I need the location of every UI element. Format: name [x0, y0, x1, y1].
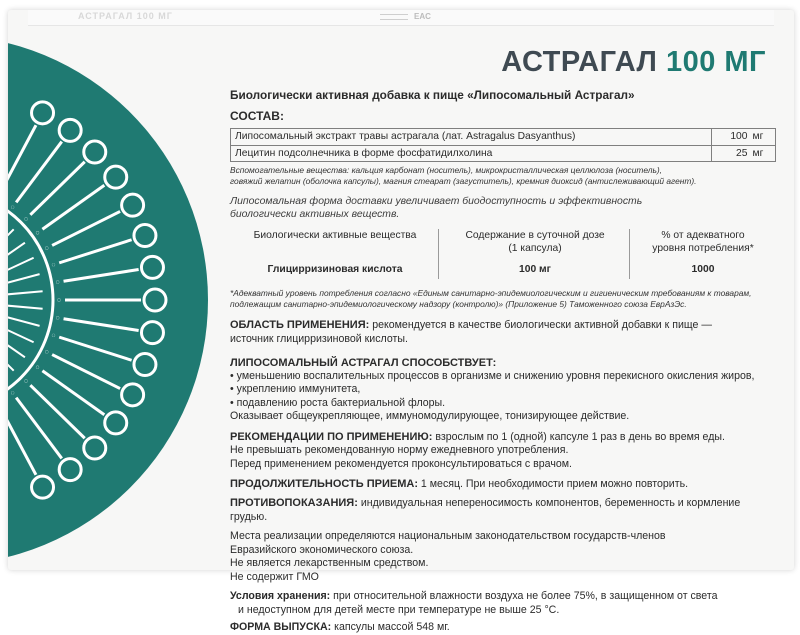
footnote	[230, 288, 780, 310]
composition-amount: 25	[712, 145, 750, 161]
duration-text: 1 месяц. При необходимости прием можно повторить.	[418, 478, 688, 490]
composition-heading: СОСТАВ:	[230, 109, 780, 124]
liposomal-note-line: Липосомальная форма доставки увеличивает биодоступность и эффективность	[230, 195, 780, 208]
auxiliary-line: говяжий желатин (оболочка капсулы), магния стеарат (загуститель), кремния диоксид (антислеживающий агент).	[230, 176, 780, 187]
auxiliary-substances	[230, 165, 780, 187]
row-substance: Глицирризиновая кислота	[230, 263, 440, 276]
product-subtitle: Биологически активная добавка к пище «Липосомальный Астрагал»	[230, 88, 780, 103]
composition-table	[230, 128, 776, 161]
liposomal-note	[230, 195, 780, 221]
usage-text: взрослым по 1 (одной) капсуле 1 раз в день во время еды.	[432, 431, 725, 443]
liposomal-note-line: биологически активных веществ.	[230, 208, 780, 221]
usage-label: РЕКОМЕНДАЦИИ ПО ПРИМЕНЕНИЮ:	[230, 431, 432, 443]
contra-text: индивидуальная непереносимость компонентов, беременность и кормление грудью.	[230, 497, 740, 523]
form-label: ФОРМА ВЫПУСКА:	[230, 621, 331, 633]
sales-line: Не является лекарственным средством.	[230, 557, 780, 571]
application-section	[230, 318, 780, 346]
barcode-marks-icon	[380, 14, 408, 20]
sales-section	[230, 530, 780, 584]
form-text: капсулы массой 548 мг.	[331, 621, 450, 633]
promotes-heading: ЛИПОСОМАЛЬНЫЙ АСТРАГАЛ СПОСОБСТВУЕТ:	[230, 356, 780, 370]
table-row	[231, 129, 776, 145]
composition-name: Липосомальный экстракт травы астрагала (лат. Astragalus Dasyanthus)	[231, 129, 712, 145]
storage-section	[230, 590, 780, 617]
sales-line: Места реализации определяются национальным законодательством государств-членов	[230, 530, 780, 544]
title-dose: 100 МГ	[666, 46, 766, 78]
header-content-line: Содержание в суточной дозе	[440, 229, 630, 242]
application-text-line2: источник глицирризиновой кислоты.	[230, 333, 780, 347]
contraindications-section	[230, 496, 780, 524]
product-box-back-panel	[8, 10, 794, 570]
composition-unit: мг	[750, 129, 776, 145]
contra-label: ПРОТИВОПОКАЗАНИЯ:	[230, 497, 358, 509]
promotes-section	[230, 356, 780, 424]
header-substance	[230, 229, 440, 242]
row-content: 100 мг	[440, 263, 630, 276]
product-title	[501, 46, 766, 79]
storage-text: при относительной влажности воздуха не более 75%, в защищенном от света	[330, 590, 717, 602]
list-item: • подавлению роста бактериальной флоры.	[230, 397, 780, 411]
sales-line: Не содержит ГМО	[230, 571, 780, 585]
header-percent-line: уровня потребления*	[630, 242, 776, 255]
composition-name: Лецитин подсолнечника в форме фосфатидилхолина	[231, 145, 712, 161]
promotes-summary: Оказывает общеукрепляющее, иммуномодулирующее, тонизирующее действие.	[230, 410, 780, 424]
composition-unit: мг	[750, 145, 776, 161]
faded-brand-text: АСТРАГАЛ 100 МГ	[78, 11, 173, 21]
storage-line: и недоступном для детей месте при температуре не выше 25 °С.	[230, 604, 780, 618]
label-content	[230, 88, 780, 635]
eac-mark: EAC	[414, 12, 431, 21]
form-section	[230, 621, 780, 635]
row-percent: 1000	[630, 263, 776, 276]
storage-label: Условия хранения:	[230, 590, 330, 602]
usage-line: Не превышать рекомендованную норму ежедневного употребления.	[230, 444, 780, 458]
application-label: ОБЛАСТЬ ПРИМЕНЕНИЯ:	[230, 319, 369, 331]
header-percent-line: % от адекватного	[630, 229, 776, 242]
header-content-line: (1 капсула)	[440, 242, 630, 255]
usage-section	[230, 430, 780, 472]
duration-label: ПРОДОЛЖИТЕЛЬНОСТЬ ПРИЕМА:	[230, 478, 418, 490]
title-main: АСТРАГАЛ	[501, 46, 657, 78]
sales-line: Евразийского экономического союза.	[230, 544, 780, 558]
footnote-line: *Адекватный уровень потребления согласно «Единым санитарно-эпидемиологическим и гигиеническим требованиям к товарам,	[230, 288, 780, 299]
footnote-line: подлежащим санитарно-эпидемиологическому надзору (контролю)» (Приложение 5) Таможенного союза ЕврАзЭс.	[230, 299, 780, 310]
auxiliary-line: Вспомогательные вещества: кальция карбонат (носитель), микрокристаллическая целлюлоза (носитель),	[230, 165, 780, 176]
application-text: рекомендуется в качестве биологически активной добавки к пище —	[369, 319, 712, 331]
list-item: • укреплению иммунитета,	[230, 383, 780, 397]
header-substance-text: Биологически активные вещества	[230, 229, 440, 242]
duration-section	[230, 477, 780, 492]
header-content	[440, 229, 630, 255]
header-percent	[630, 229, 776, 255]
composition-amount: 100	[712, 129, 750, 145]
usage-line: Перед применением рекомендуется проконсультироваться с врачом.	[230, 458, 780, 472]
active-substances-table	[230, 229, 776, 279]
list-item: • уменьшению воспалительных процессов в организме и снижению уровня перекисного окисления жиров,	[230, 370, 780, 384]
liposome-illustration	[8, 10, 228, 570]
table-row	[231, 145, 776, 161]
